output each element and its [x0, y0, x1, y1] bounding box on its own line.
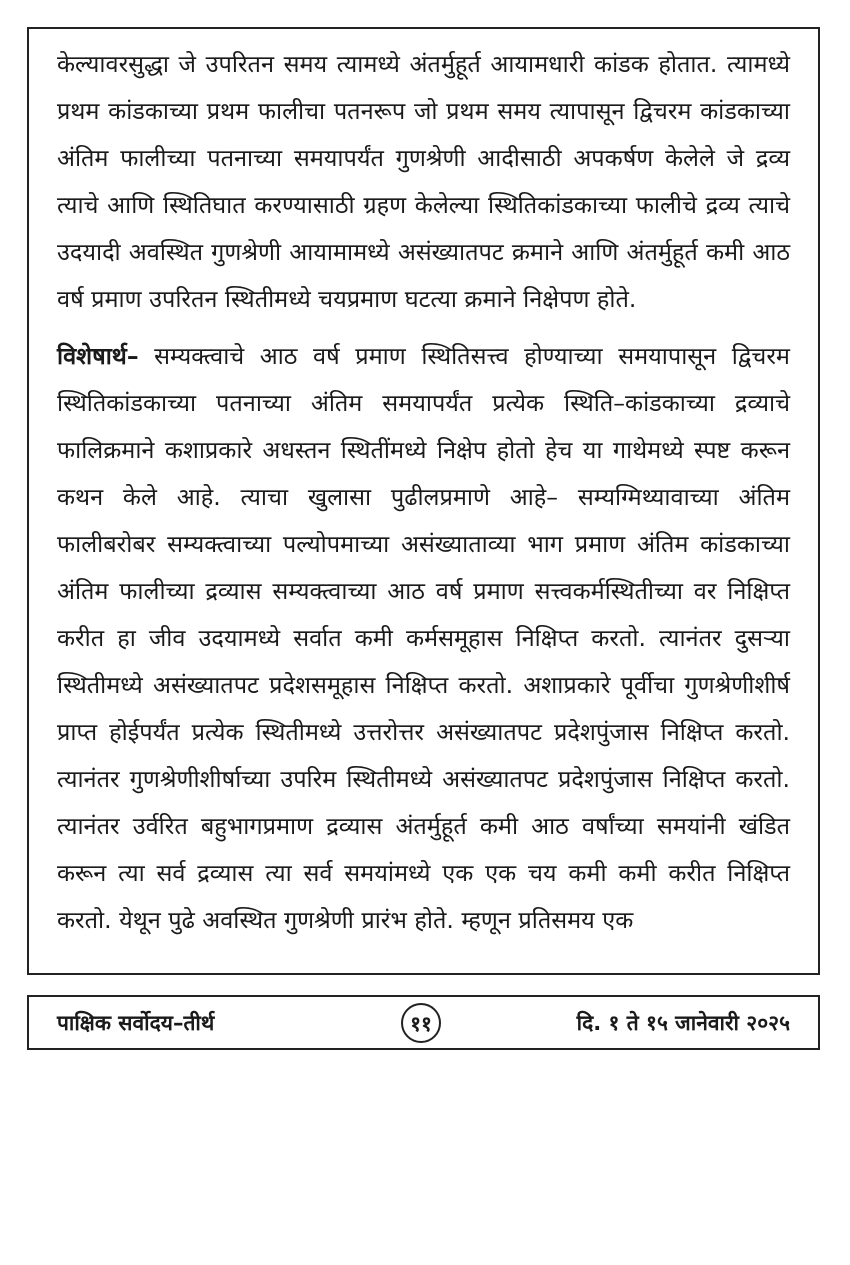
issue-date: दि. १ ते १५ जानेवारी २०२५ [576, 1011, 790, 1035]
page-footer [27, 995, 820, 1050]
paragraph-visheshartha [57, 333, 790, 944]
main-text-frame [27, 27, 820, 975]
visheshartha-heading: विशेषार्थ– [57, 342, 139, 370]
paragraph-continuation: केल्यावरसुद्धा जे उपरितन समय त्यामध्ये अंतर्मुहूर्त आयामधारी कांडक होतात. त्यामध्ये प्रथम कांडकाच्या प्रथम फालीचा पतनरूप जो प्रथम समय त्यापासून द्विचरम कांडकाच्या अंतिम फालीच्या पतनाच्या समयापर्यंत गुणश्रेणी आदीसाठी अपकर्षण केलेले जे द्रव्य त्याचे आणि स्थितिघात करण्यासाठी ग्रहण केलेल्या स्थितिकांडकाच्या फालीचे द्रव्य त्याचे उदयादी अवस्थित गुणश्रेणी आयामामध्ये असंख्यातपट क्रमाने आणि अंतर्मुहूर्त कमी आठ वर्ष प्रमाण उपरितन स्थितीमध्ये चयप्रमाण घटत्या क्रमाने निक्षेपण होते. [57, 50, 790, 313]
page-number: ११ [401, 1003, 441, 1043]
visheshartha-text: सम्यक्त्वाचे आठ वर्ष प्रमाण स्थितिसत्त्व होण्याच्या समयापासून द्विचरम स्थितिकांडकाच्या पतनाच्या अंतिम समयापर्यंत प्रत्येक स्थिति–कांडकाच्या द्रव्याचे फालिक्रमाने कशाप्रकारे अधस्तन स्थितींमध्ये निक्षेप होतो हेच या गाथेमध्ये स्पष्ट करून कथन केले आहे. त्याचा खुलासा पुढीलप्रमाणे आहे– सम्यग्मिथ्यावाच्या अंतिम फालीबरोबर सम्यक्त्वाच्या पल्योपमाच्या असंख्याताव्या भाग प्रमाण अंतिम कांडकाच्या अंतिम फालीच्या द्रव्यास सम्यक्त्वाच्या आठ वर्ष प्रमाण सत्त्वकर्मस्थितीच्या वर निक्षिप्त करीत हा जीव उदयामध्ये सर्वात कमी कर्मसमूहास निक्षिप्त करतो. त्यानंतर दुसऱ्या स्थितीमध्ये असंख्यातपट प्रदेशसमूहास निक्षिप्त करतो. अशाप्रकारे पूर्वीचा गुणश्रेणीशीर्ष प्राप्त होईपर्यंत प्रत्येक स्थितीमध्ये उत्तरोत्तर असंख्यातपट प्रदेशपुंजास निक्षिप्त करतो. त्यानंतर गुणश्रेणीशीर्षाच्या उपरिम स्थितीमध्ये असंख्यातपट प्रदेशपुंजास निक्षिप्त करतो. त्यानंतर उर्वरित बहुभागप्रमाण द्रव्यास अंतर्मुहूर्त कमी आठ वर्षांच्या समयांनी खंडित करून त्या सर्व द्रव्यास त्या सर्व समयांमध्ये एक एक चय कमी कमी करीत निक्षिप्त करतो. येथून पुढे अवस्थित गुणश्रेणी प्रारंभ होते. म्हणून प्रतिसमय एक [57, 342, 790, 934]
publication-name: पाक्षिक सर्वोदय–तीर्थ [57, 1011, 215, 1035]
